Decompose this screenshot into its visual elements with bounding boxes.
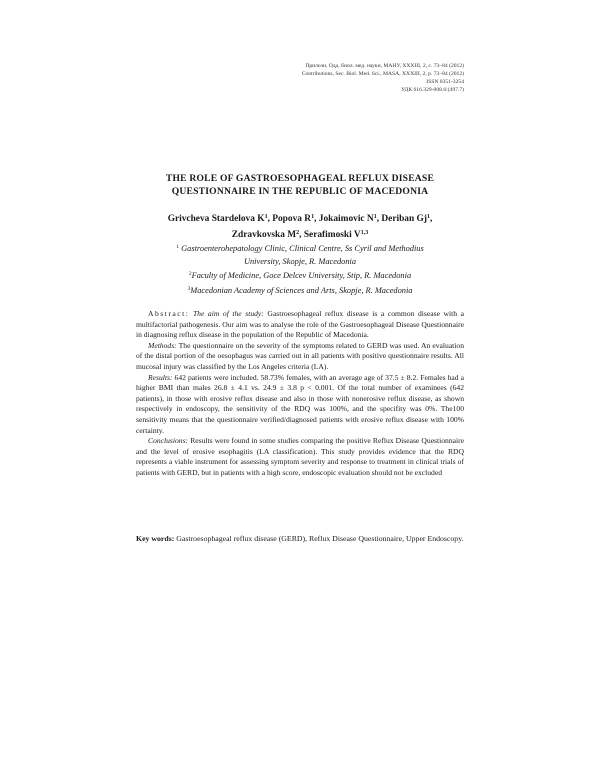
aim-text: Gastroesophageal reflux disease is a common disease with a multifactorial pathogenesis. Our aim was to analyse the role of the Gastroesophageal Disease Questionnaire in diagnosing reflux disease in the population of the Republic of Macedonia. bbox=[136, 309, 464, 340]
title-line: QUESTIONNAIRE IN THE REPUBLIC OF MACEDONIA bbox=[171, 186, 429, 197]
author-affil-sup: 1 bbox=[426, 214, 430, 220]
author-affil-sup: 1 bbox=[373, 214, 377, 220]
citation-line: Contributions, Sec. Biol. Med. Sci., MASA, XXXIII, 2, p. 73–84 (2012) bbox=[301, 71, 464, 77]
udc-line: УДК 616.329-008.6:(497.7) bbox=[401, 87, 464, 93]
author: Deriban Gj bbox=[381, 214, 427, 224]
affiliation-line: $^2$Faculty of Medicine, Goce Delcev University, Stip, R. Macedonia bbox=[188, 271, 412, 280]
author: Popova R bbox=[272, 214, 312, 224]
title-line: THE ROLE OF GASTROESOPHAGEAL REFLUX DISEASE bbox=[165, 173, 435, 184]
affiliations bbox=[0, 241, 600, 297]
results-text: 642 patients were included. 58.73% females, with an average age of 37.5 ± 8.2. Females had a higher BMI than males 26.8 ± 4.1 vs. 24.9 ± 3.8 p < 0.001. Of the total number of examinees (642 patients), in those with erosive reflux disease and also in those with nonerosive reflux disease, as shown respectively in endoscopy, the sensitivity of the RDQ was 100%, and the specifity was 0%. The100 sensitivity means that the questionnaire verified/diagnosed patients with erosive reflux disease with 100% certainty. bbox=[136, 372, 464, 435]
methods-label: Methods: bbox=[148, 340, 177, 350]
author-affil-sup: 1 bbox=[264, 214, 268, 220]
author-affil-sup: 1 bbox=[311, 214, 315, 220]
abstract-aim-paragraph bbox=[136, 309, 464, 341]
author-affil-sup: 1,3 bbox=[360, 230, 369, 236]
results-label: Results: bbox=[148, 372, 173, 382]
keywords bbox=[136, 533, 464, 544]
abstract-conclusions-paragraph bbox=[136, 436, 464, 478]
affiliation-line: $^3$Macedonian Academy of Sciences and Arts, Skopje, R. Macedonia bbox=[187, 285, 413, 295]
abstract-methods-paragraph bbox=[136, 341, 464, 373]
affiliation-line: University, Skopje, R. Macedonia bbox=[243, 256, 357, 266]
keywords-text: Gastroesophageal reflux disease (GERD), Reflux Disease Questionnaire, Upper Endoscopy. bbox=[176, 534, 464, 543]
author-list: Grivcheva Stardelova $K^1$, Popova $R^1$, Jokaimovic $N^1$, Deriban Gj$^1$, Zdravkovska $M^2$, Serafimoski V$^{1,3}$ bbox=[167, 214, 433, 240]
conclusions-text: Results were found in some studies comparing the positive Reflux Disease Questionnaire and the level of erosive esophagitis (LA classification). This study provides evidence that the RDQ represents a viable instrument for assessing symptom severity and response to treatment in clinical trials of patients with GERD, but in patients with a high score, endoscopic evaluation should not be excluded bbox=[136, 436, 465, 477]
author-affil-sup: 2 bbox=[296, 230, 300, 236]
abstract-lead: Abstract: bbox=[148, 309, 190, 318]
methods-text: The questionnaire on the severity of the symptoms related to GERD was used. An evaluation of the distal portion of the oesophagus was carried out in all patients with positive questionnaire results. All mucosal injury was classified by the Los Angeles criteria (LA). bbox=[136, 340, 464, 371]
author: Serafimoski V bbox=[303, 230, 361, 240]
abstract-results-paragraph bbox=[136, 373, 464, 437]
issn-line: ISSN 0351-3254 bbox=[426, 79, 464, 85]
author: Jokaimovic N bbox=[318, 214, 374, 224]
affiliation-line: $^1$ Gastroenterohepatology Clinic, Clinical Centre, Ss Cyril and Methodius bbox=[176, 244, 424, 253]
author: Grivcheva Stardelova K bbox=[167, 214, 265, 224]
abstract-body bbox=[136, 309, 464, 479]
aim-label: The aim of the study: bbox=[192, 309, 264, 318]
citation-line: Прилози, Одд. биол. мед. науки, МАНУ, XXXIII, 2, с. 73–84 (2012) bbox=[305, 63, 464, 69]
keywords-label: Key words: bbox=[136, 534, 175, 543]
paper-title bbox=[0, 172, 600, 198]
author: Zdravkovska M bbox=[231, 230, 297, 240]
conclusions-label: Conclusions: bbox=[148, 436, 189, 446]
citation-block bbox=[302, 62, 464, 94]
